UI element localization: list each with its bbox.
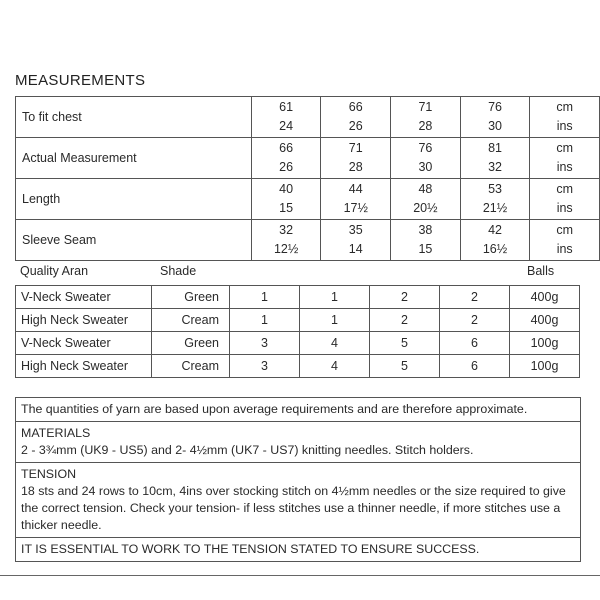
size-cell: 44 17½ [321, 179, 391, 220]
bottom-divider [0, 575, 600, 576]
notes-table [15, 397, 581, 562]
table-row [16, 179, 600, 220]
balls-count: 2 [440, 286, 510, 309]
materials-section [16, 422, 581, 463]
balls-count: 2 [370, 286, 440, 309]
unit-cell: cm ins [530, 220, 600, 261]
garment-name: High Neck Sweater [16, 309, 152, 332]
quality-label: Quality Aran [20, 264, 89, 278]
unit-cell: cm ins [530, 138, 600, 179]
table-row [16, 355, 580, 378]
page-title: MEASUREMENTS [15, 72, 146, 89]
garment-name: V-Neck Sweater [16, 332, 152, 355]
size-cell: 71 28 [321, 138, 391, 179]
ball-weight: 400g [510, 286, 580, 309]
table-row [16, 398, 581, 422]
tension-heading: TENSION [21, 467, 77, 481]
size-cell: 66 26 [251, 138, 321, 179]
shade-label: Shade [160, 264, 197, 278]
balls-count: 4 [300, 332, 370, 355]
shade-cell: Green [152, 286, 230, 309]
size-cell: 35 14 [321, 220, 391, 261]
size-cell: 81 32 [460, 138, 530, 179]
balls-count: 1 [230, 286, 300, 309]
quantities-note: The quantities of yarn are based upon average requirements and are therefore approximate. [16, 398, 581, 422]
row-label: Sleeve Seam [16, 220, 252, 261]
size-cell: 76 30 [460, 97, 530, 138]
tension-section [16, 463, 581, 538]
table-row [16, 286, 580, 309]
balls-count: 5 [370, 355, 440, 378]
size-cell: 53 21½ [460, 179, 530, 220]
table-row [16, 309, 580, 332]
size-cell: 48 20½ [391, 179, 461, 220]
table-row [16, 422, 581, 463]
balls-count: 1 [300, 309, 370, 332]
essential-note: IT IS ESSENTIAL TO WORK TO THE TENSION STATED TO ENSURE SUCCESS. [16, 538, 581, 562]
garment-name: High Neck Sweater [16, 355, 152, 378]
size-cell: 32 12½ [251, 220, 321, 261]
unit-cell: cm ins [530, 97, 600, 138]
balls-count: 4 [300, 355, 370, 378]
row-label: Actual Measurement [16, 138, 252, 179]
balls-count: 6 [440, 332, 510, 355]
shade-cell: Cream [152, 355, 230, 378]
table-row [16, 538, 581, 562]
tension-text: 18 sts and 24 rows to 10cm, 4ins over stocking stitch on 4½mm needles or the size required to give the correct tension. Check your tension- if less stitches use a thinner needle, if more stitches use a thicker needle. [21, 484, 566, 532]
row-label: Length [16, 179, 252, 220]
balls-count: 5 [370, 332, 440, 355]
size-cell: 61 24 [251, 97, 321, 138]
balls-label: Balls [527, 264, 555, 278]
table-row [16, 97, 600, 138]
ball-weight: 100g [510, 332, 580, 355]
size-cell: 66 26 [321, 97, 391, 138]
materials-text: 2 - 3¾mm (UK9 - US5) and 2- 4½mm (UK7 - US7) knitting needles. Stitch holders. [21, 443, 474, 457]
balls-count: 3 [230, 332, 300, 355]
balls-count: 6 [440, 355, 510, 378]
size-cell: 40 15 [251, 179, 321, 220]
balls-count: 3 [230, 355, 300, 378]
yarn-table [15, 285, 580, 378]
size-cell: 38 15 [391, 220, 461, 261]
balls-count: 1 [300, 286, 370, 309]
size-cell: 76 30 [391, 138, 461, 179]
table-row [16, 463, 581, 538]
measurements-table [15, 96, 600, 261]
shade-cell: Cream [152, 309, 230, 332]
materials-heading: MATERIALS [21, 426, 91, 440]
unit-cell: cm ins [530, 179, 600, 220]
table-row [16, 138, 600, 179]
balls-count: 2 [440, 309, 510, 332]
garment-name: V-Neck Sweater [16, 286, 152, 309]
row-label: To fit chest [16, 97, 252, 138]
balls-count: 2 [370, 309, 440, 332]
table-row [16, 332, 580, 355]
ball-weight: 100g [510, 355, 580, 378]
shade-cell: Green [152, 332, 230, 355]
ball-weight: 400g [510, 309, 580, 332]
size-cell: 42 16½ [460, 220, 530, 261]
size-cell: 71 28 [391, 97, 461, 138]
balls-count: 1 [230, 309, 300, 332]
table-row [16, 220, 600, 261]
